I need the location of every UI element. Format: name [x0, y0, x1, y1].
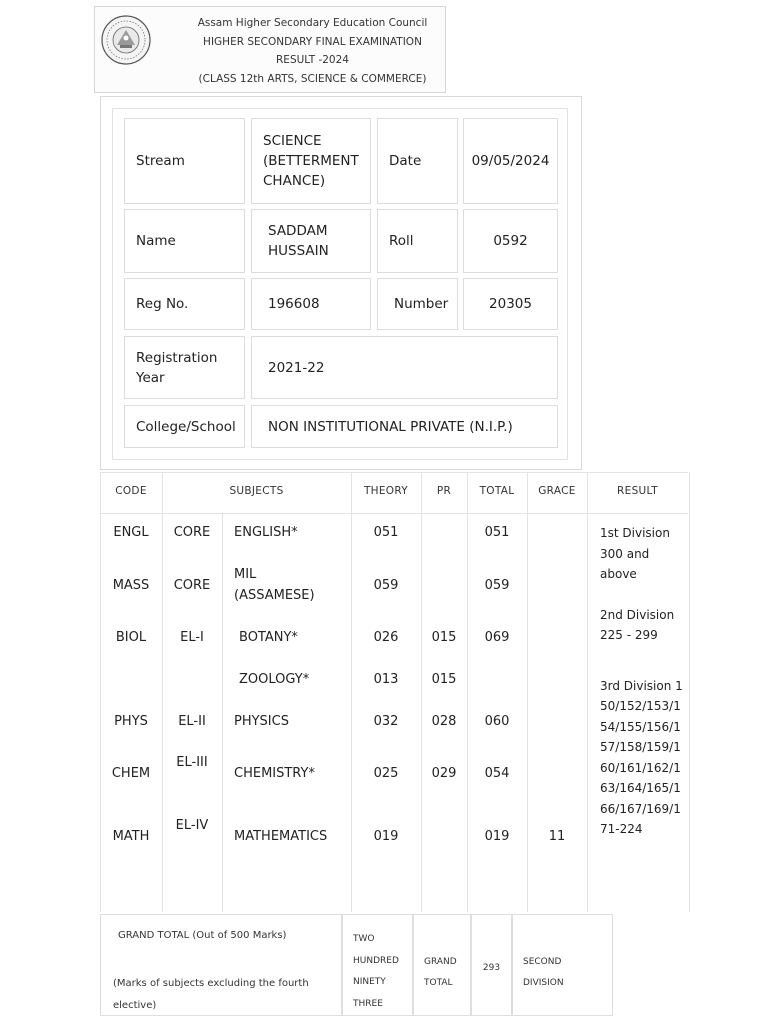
total-figure: 293: [482, 963, 501, 973]
class-info: (CLASS 12th ARTS, SCIENCE & COMMERCE): [198, 72, 427, 85]
row-subject: MATHEMATICS: [234, 829, 328, 844]
row-theory: 051: [373, 525, 399, 540]
header-code: CODE: [115, 485, 147, 497]
reg-year-value: 2021-22: [251, 336, 558, 399]
row-code: MASS: [112, 578, 150, 593]
date-label: Date: [377, 118, 458, 204]
roll-label: Roll: [377, 209, 458, 273]
division-cell: [512, 914, 613, 1016]
row-theory: 059: [373, 578, 399, 593]
grand-total-title: GRAND TOTAL (Out of 500 Marks): [118, 930, 287, 941]
col-divider: [222, 513, 223, 912]
emblem-seal-icon: [100, 14, 152, 66]
header-pr: PR: [436, 485, 452, 497]
header-text: [160, 14, 465, 88]
result-year: RESULT -2024: [276, 54, 349, 66]
header-grace: GRACE: [538, 485, 576, 497]
header-total: TOTAL: [479, 485, 515, 497]
number-label: Number: [377, 278, 458, 330]
total-words-cell: [342, 914, 413, 1016]
row-total: 060: [484, 714, 510, 729]
row-pr: 029: [431, 766, 457, 781]
row-theory: 032: [373, 714, 399, 729]
row-total: 054: [484, 766, 510, 781]
reg-value: 196608: [251, 278, 371, 330]
row-total: 019: [484, 829, 510, 844]
row-grace: 11: [548, 829, 566, 844]
row-code: ENGL: [113, 525, 149, 540]
row-theory: 026: [373, 630, 399, 645]
total-in-words: TWO HUNDRED NINETY THREE: [353, 934, 399, 1009]
row-pr: 028: [431, 714, 457, 729]
grand-total-desc-cell: [100, 914, 342, 1016]
row-theory: 025: [373, 766, 399, 781]
row-subject: PHYSICS: [234, 714, 289, 729]
grand-total-label-cell: [413, 914, 471, 1016]
stream-value: SCIENCE (BETTERMENT CHANCE): [251, 118, 371, 204]
row-subject: ENGLISH*: [234, 525, 298, 540]
row-subject: ZOOLOGY*: [239, 672, 310, 687]
row-type: CORE: [173, 525, 211, 540]
header-result: RESULT: [617, 485, 658, 497]
row-total: 059: [484, 578, 510, 593]
row-type: EL-II: [178, 714, 206, 729]
grand-total-note: (Marks of subjects excluding the fourth elective): [113, 978, 309, 1011]
third-division-rule: 3rd Division 150/152/153/154/155/156/157/158/159/160/161/162/163/164/165/166/167/169/171-224: [600, 678, 683, 836]
total-figure-cell: [471, 914, 512, 1016]
row-code: CHEM: [111, 766, 151, 781]
row-pr: 015: [431, 672, 457, 687]
row-subject: MIL (ASSAMESE): [234, 567, 315, 603]
row-type: EL-I: [180, 630, 204, 645]
grand-total-label: GRAND TOTAL: [424, 957, 457, 988]
col-divider: [587, 472, 588, 912]
final-division: SECOND DIVISION: [523, 957, 564, 988]
row-type: EL-IV: [175, 818, 209, 833]
row-code: BIOL: [115, 630, 147, 645]
row-total: 069: [484, 630, 510, 645]
reg-label: Reg No.: [124, 278, 245, 330]
row-subject: CHEMISTRY*: [234, 766, 315, 781]
row-theory: 013: [373, 672, 399, 687]
row-type: EL-III: [176, 755, 208, 770]
number-value: 20305: [463, 278, 558, 330]
date-value: 09/05/2024: [463, 118, 558, 204]
marks-top-border: [100, 472, 688, 473]
stream-label: Stream: [124, 118, 245, 204]
header-theory: THEORY: [363, 485, 409, 497]
row-type: CORE: [173, 578, 211, 593]
college-label: College/School: [124, 405, 245, 448]
name-value: SADDAM HUSSAIN: [251, 209, 371, 273]
roll-value: 0592: [463, 209, 558, 273]
exam-name: HIGHER SECONDARY FINAL EXAMINATION: [203, 35, 422, 48]
division-legend: [600, 523, 684, 840]
col-divider: [421, 472, 422, 912]
first-division-rule: 1st Division 300 and above: [600, 526, 670, 581]
row-total: 051: [484, 525, 510, 540]
council-name: Assam Higher Secondary Education Council: [197, 17, 428, 29]
row-theory: 019: [373, 829, 399, 844]
header-subjects: SUBJECTS: [229, 485, 284, 497]
college-value: NON INSTITUTIONAL PRIVATE (N.I.P.): [251, 405, 558, 448]
reg-year-label: Registration Year: [124, 336, 245, 399]
name-label: Name: [124, 209, 245, 273]
row-code: MATH: [112, 829, 150, 844]
row-pr: 015: [431, 630, 457, 645]
row-code: PHYS: [114, 714, 148, 729]
marks-header-divider: [100, 513, 688, 514]
row-subject: BOTANY*: [239, 630, 298, 645]
second-division-rule: 2nd Division 225 - 299: [600, 607, 675, 642]
